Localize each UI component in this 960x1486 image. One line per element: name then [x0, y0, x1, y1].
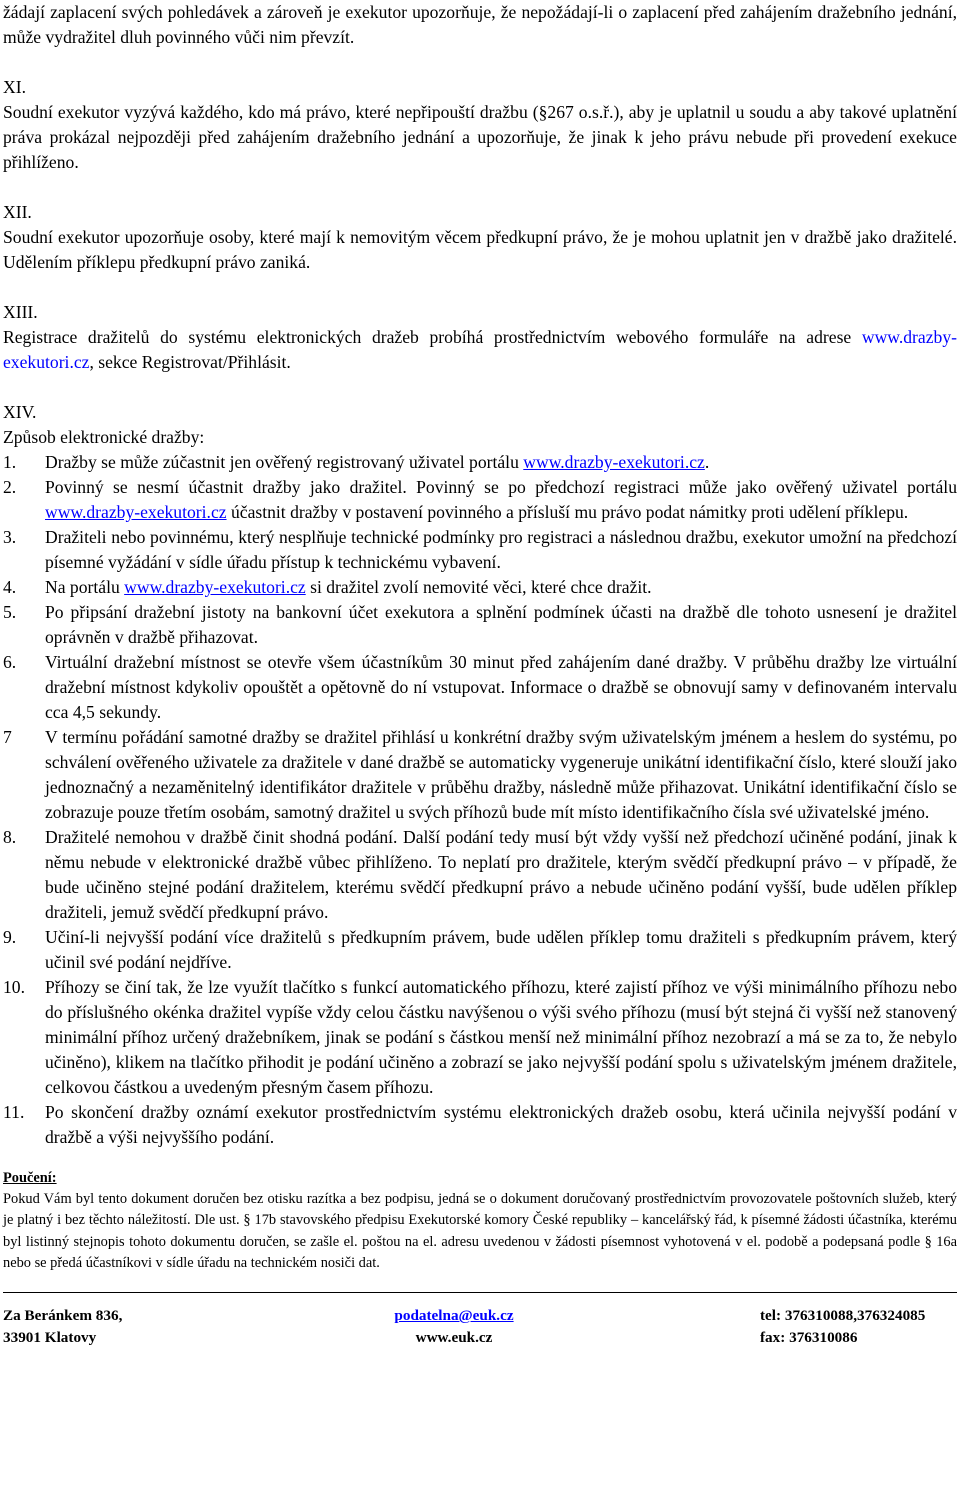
footer-contact	[384, 1305, 524, 1349]
footer-phones	[760, 1305, 925, 1349]
text-part: si dražitel zvolí nemovité věci, které chce dražit.	[305, 577, 652, 597]
list-item	[3, 1100, 957, 1150]
footer	[3, 1305, 957, 1349]
list-item	[3, 525, 957, 575]
section-heading: XIII.	[3, 302, 38, 322]
item-number: 6.	[3, 652, 17, 672]
item-text: Po připsání dražební jistoty na bankovní účet exekutora a splnění podmínek účasti na dražbě dle tohoto usnesení je dražitel oprávněn v dražbě přihazovat.	[45, 602, 957, 647]
item-number: 11.	[3, 1102, 25, 1122]
item-text: Učiní-li nejvyšší podání více dražitelů s předkupním právem, bude udělen příklep tomu dražiteli s předkupním právem, který učinil své podání nejdříve.	[45, 927, 957, 972]
item-number: 7	[3, 727, 12, 747]
item-number: 10.	[3, 977, 25, 997]
pouceni-text: Pokud Vám byl tento dokument doručen bez otisku razítka a bez podpisu, jedná se o dokument doručovaný prostřednictvím provozovatele poštovních služeb, který je platný i bez těchto náležitostí. Dle ust. § 17b stavovského předpisu Exekutorské komory České republiky – kancelářský řád, k písemné žádosti účastníka, kterému byl listinný stejnopis tohoto dokumentu doručen, se zašle el. poštou na el. adresu uvedenou v žádosti písemnost vyhotovená v el. podobě a podepsaná podle § 16a nebo se předá účastníkovi v sídle úřadu na technickém nosiči dat.	[3, 1191, 957, 1271]
item-number: 5.	[3, 602, 17, 622]
section-text	[3, 325, 957, 375]
portal-link[interactable]: www.drazby-exekutori.cz	[3, 327, 957, 372]
intro-paragraph: žádají zaplacení svých pohledávek a zároveň je exekutor upozorňuje, že nepožádají-li o zaplacení před zahájením dražebního jednání, může vydražitel dluh povinného vůči nim převzít.	[3, 2, 957, 47]
text-part: účastnit dražby v postavení povinného a přísluší mu právo podat námitky proti udělení příklepu.	[226, 502, 909, 522]
section-xiii	[3, 300, 957, 375]
section-heading: XII.	[3, 202, 32, 222]
section-heading: XI.	[3, 77, 26, 97]
footer-divider	[3, 1292, 957, 1293]
item-text: Po skončení dražby oznámí exekutor prostřednictvím systému elektronických dražeb osobu, která učinila nejvyšší podání v dražbě a výši nejvyššího podání.	[45, 1102, 957, 1147]
portal-link[interactable]: www.drazby-exekutori.cz	[523, 452, 705, 472]
item-text: Virtuální dražební místnost se otevře všem účastníkům 30 minut před zahájením dané dražby. V průběhu dražby lze virtuální dražební místnost kdykoliv opouštět a opětovně do ní vstupovat. Informace o dražbě se obnovují samy v definovaném intervalu cca 4,5 sekundy.	[45, 652, 957, 722]
text-part: Na portálu	[45, 577, 125, 597]
footer-address	[3, 1305, 122, 1349]
phone-number: tel: 376310088,376324085	[760, 1307, 926, 1325]
text-part: , sekce Registrovat/Přihlásit.	[89, 352, 291, 372]
address-line-1: Za Beránkem 836,	[3, 1307, 123, 1325]
list-item	[3, 725, 957, 825]
address-line-2: 33901 Klatovy	[3, 1329, 97, 1347]
pouceni-title: Poučení:	[3, 1170, 57, 1186]
section-xiv	[3, 400, 957, 1150]
item-number: 8.	[3, 827, 17, 847]
section-text: Soudní exekutor vyzývá každého, kdo má právo, které nepřipouští dražbu (§267 o.s.ř.), aby je uplatnil u soudu a aby takové uplatnění práva prokázal nejpozději před zahájením dražebního jednání a upozorňuje, že jinak k jeho právu nebude při provedení exekuce přihlíženo.	[3, 102, 957, 172]
text-part: Dražby se může zúčastnit jen ověřený registrovaný uživatel portálu	[45, 452, 524, 472]
item-text: Příhozy se činí tak, že lze využít tlačítko s funkcí automatického příhozu, které zajistí příhoz ve výši minimálního příhozu nebo do příslušného okénka dražitel vypíše vždy celou částku navýšenou o výši svého příhozu (musí být stejná či vyšší než stanovený minimální příhoz určený dražebníkem, jinak se podání s částkou menší než minimální příhoz nezobrazí a má se za to, že nebylo učiněno), klikem na tlačítko přihodit je podání učiněno a zobrazí se jako nejvyšší podání spolu s uživatelským jménem dražitele, celkovou částkou a uvedeným přesným časem příhozu.	[45, 977, 957, 1097]
document-page	[3, 0, 957, 1349]
section-xii	[3, 200, 957, 275]
item-number: 2.	[3, 477, 17, 497]
list-item	[3, 475, 957, 525]
email-link[interactable]: podatelna@euk.cz	[394, 1307, 514, 1325]
auction-rules-list	[3, 450, 957, 1150]
item-number: 9.	[3, 927, 17, 947]
section-xi	[3, 75, 957, 175]
section-subheading: Způsob elektronické dražby:	[3, 427, 205, 447]
list-item	[3, 575, 957, 600]
fax-number: fax: 376310086	[760, 1329, 858, 1347]
portal-link[interactable]: www.drazby-exekutori.cz	[45, 502, 227, 522]
list-item	[3, 975, 957, 1100]
section-text: Soudní exekutor upozorňuje osoby, které mají k nemovitým věcem předkupní právo, že je mohou uplatnit jen v dražbě jako dražitelé. Udělením příklepu předkupní právo zaniká.	[3, 227, 957, 272]
section-heading: XIV.	[3, 402, 37, 422]
item-text: Dražitelé nemohou v dražbě činit shodná podání. Další podání tedy musí být vždy vyšší než předchozí učiněné podání, jinak k němu nebude v elektronické dražbě vůbec přihlíženo. To neplatí pro dražitele, kterým svědčí předkupní právo – v případě, že bude učiněno stejné podání dražitelem, kterému svědčí předkupní právo a nebude učiněno podání vyšší, bude udělen příklep dražiteli, jemuž svědčí předkupní právo.	[45, 827, 957, 922]
portal-link[interactable]: www.drazby-exekutori.cz	[124, 577, 306, 597]
website-text: www.euk.cz	[415, 1329, 493, 1347]
text-part: Registrace dražitelů do systému elektronických dražeb probíhá prostřednictvím webového formuláře na adrese	[3, 327, 862, 347]
list-item	[3, 450, 957, 475]
item-text: V termínu pořádání samotné dražby se dražitel přihlásí u konkrétní dražby svým uživatelským jménem a heslem do systému, po schválení ověřeného uživatele za dražitele v dané dražbě se automaticky vygeneruje unikátní identifikační číslo, které slouží jako jednoznačný a nezaměnitelný identifikátor dražitele v průběhu dražby, následně může přihazovat. Unikátní identifikační číslo se zobrazuje pouze třetím osobám, samotný dražitel u svých příhozů bude mít místo identifikačního čísla své uživatelské jméno.	[45, 727, 957, 822]
list-item	[3, 600, 957, 650]
text-part: .	[704, 452, 710, 472]
list-item	[3, 825, 957, 925]
item-number: 1.	[3, 452, 17, 472]
item-text: Dražiteli nebo povinnému, který nesplňuje technické podmínky pro registraci a následnou dražbu, exekutor umožní na předchozí písemné vyžádání v sídle úřadu přístup k technickému vybavení.	[45, 527, 957, 572]
text-part: Povinný se nesmí účastnit dražby jako dražitel. Povinný se po předchozí registraci může jako ověřený uživatel portálu	[45, 477, 957, 497]
list-item	[3, 925, 957, 975]
item-number: 4.	[3, 577, 17, 597]
list-item	[3, 650, 957, 725]
item-number: 3.	[3, 527, 17, 547]
